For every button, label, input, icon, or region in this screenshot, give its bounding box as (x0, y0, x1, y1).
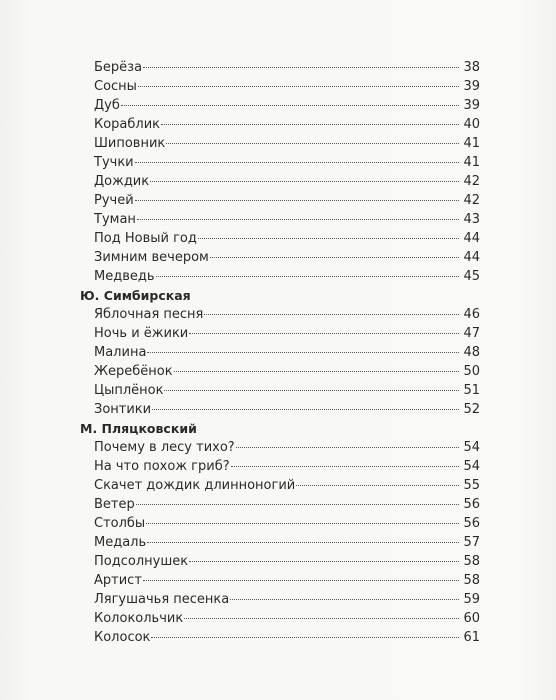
dot-leader (161, 124, 459, 125)
toc-entry (80, 343, 480, 362)
entry-title: Жеребёнок (94, 364, 173, 379)
entry-title: Тучки (94, 155, 134, 170)
entry-title: Ветер (94, 497, 135, 512)
dot-leader (204, 314, 459, 315)
entry-page-number: 39 (463, 98, 480, 113)
toc-entry (80, 115, 480, 134)
dot-leader (164, 390, 459, 391)
toc-entry (80, 248, 480, 267)
entry-page-number: 40 (463, 117, 480, 132)
toc-entry (80, 229, 480, 248)
dot-leader (136, 504, 459, 505)
entry-title: Под Новый год (94, 231, 197, 246)
dot-leader (143, 580, 459, 581)
entry-page-number: 48 (463, 345, 480, 360)
entry-title: Медаль (94, 535, 147, 550)
entry-title: Зимним вечером (94, 250, 209, 265)
toc-entry (80, 305, 480, 324)
entry-title: Ручей (94, 193, 134, 208)
entry-page-number: 60 (463, 611, 480, 626)
toc-entry (80, 628, 480, 647)
dot-leader (296, 485, 459, 486)
entry-page-number: 43 (463, 212, 480, 227)
table-of-contents (80, 58, 480, 647)
entry-page-number: 52 (463, 402, 480, 417)
dot-leader (189, 561, 459, 562)
entry-page-number: 51 (463, 383, 480, 398)
entry-page-number: 47 (463, 326, 480, 341)
toc-entry (80, 495, 480, 514)
dot-leader (121, 105, 459, 106)
dot-leader (230, 599, 459, 600)
entry-page-number: 41 (463, 155, 480, 170)
dot-leader (156, 276, 459, 277)
entry-page-number: 56 (463, 516, 480, 531)
entry-title: Колосок (94, 630, 151, 645)
toc-entry (80, 400, 480, 419)
dot-leader (210, 257, 459, 258)
dot-leader (151, 637, 459, 638)
entry-title: Туман (94, 212, 136, 227)
dot-leader (146, 523, 459, 524)
entry-title: На что похож гриб? (94, 459, 230, 474)
entry-title: Медведь (94, 269, 155, 284)
toc-entry (80, 58, 480, 77)
toc-entry (80, 362, 480, 381)
entry-page-number: 46 (463, 307, 480, 322)
entry-page-number: 59 (463, 592, 480, 607)
toc-entry (80, 514, 480, 533)
toc-entry (80, 590, 480, 609)
entry-title: Лягушачья песенка (94, 592, 230, 607)
section-author: Ю. Симбирская (80, 288, 191, 303)
toc-entry (80, 210, 480, 229)
toc-entry (80, 381, 480, 400)
entry-page-number: 42 (463, 174, 480, 189)
dot-leader (147, 352, 459, 353)
entry-page-number: 61 (463, 630, 480, 645)
dot-leader (135, 162, 459, 163)
toc-entry (80, 324, 480, 343)
entry-page-number: 41 (463, 136, 480, 151)
dot-leader (166, 143, 459, 144)
entry-title: Сосны (94, 79, 137, 94)
entry-title: Столбы (94, 516, 146, 531)
entry-title: Артист (94, 573, 142, 588)
entry-title: Малина (94, 345, 147, 360)
toc-entry (80, 191, 480, 210)
entry-title: Скачет дождик длинноногий (94, 478, 296, 493)
dot-leader (143, 67, 459, 68)
toc-entry (80, 96, 480, 115)
dot-leader (189, 333, 459, 334)
toc-entry (80, 438, 480, 457)
dot-leader (198, 238, 459, 239)
dot-leader (231, 466, 459, 467)
entry-title: Почему в лесу тихо? (94, 440, 235, 455)
entry-page-number: 58 (463, 554, 480, 569)
toc-entry (80, 77, 480, 96)
entry-page-number: 55 (463, 478, 480, 493)
toc-entry (80, 172, 480, 191)
entry-title: Шиповник (94, 136, 166, 151)
entry-title: Колокольчик (94, 611, 184, 626)
dot-leader (150, 181, 459, 182)
toc-entry (80, 552, 480, 571)
entry-page-number: 57 (463, 535, 480, 550)
dot-leader (236, 447, 459, 448)
entry-title: Подсолнушек (94, 554, 189, 569)
entry-title: Цыплёнок (94, 383, 164, 398)
section-author: М. Пляцковский (80, 421, 197, 436)
toc-entry (80, 533, 480, 552)
toc-entry (80, 571, 480, 590)
dot-leader (138, 86, 459, 87)
dot-leader (174, 371, 459, 372)
entry-page-number: 58 (463, 573, 480, 588)
toc-entry (80, 153, 480, 172)
entry-page-number: 54 (463, 459, 480, 474)
entry-page-number: 44 (463, 231, 480, 246)
entry-title: Дождик (94, 174, 150, 189)
entry-title: Ночь и ёжики (94, 326, 189, 341)
entry-title: Кораблик (94, 117, 161, 132)
entry-page-number: 39 (463, 79, 480, 94)
dot-leader (184, 618, 459, 619)
entry-page-number: 38 (463, 60, 480, 75)
entry-page-number: 45 (463, 269, 480, 284)
entry-page-number: 50 (463, 364, 480, 379)
toc-entry (80, 476, 480, 495)
toc-entry (80, 457, 480, 476)
entry-page-number: 56 (463, 497, 480, 512)
toc-entry (80, 134, 480, 153)
entry-page-number: 44 (463, 250, 480, 265)
dot-leader (152, 409, 459, 410)
dot-leader (147, 542, 459, 543)
dot-leader (137, 219, 459, 220)
entry-title: Зонтики (94, 402, 152, 417)
dot-leader (135, 200, 459, 201)
entry-page-number: 42 (463, 193, 480, 208)
entry-title: Яблочная песня (94, 307, 204, 322)
toc-entry (80, 609, 480, 628)
toc-entry (80, 267, 480, 286)
entry-title: Дуб (94, 98, 120, 113)
entry-page-number: 54 (463, 440, 480, 455)
entry-title: Берёза (94, 60, 143, 75)
